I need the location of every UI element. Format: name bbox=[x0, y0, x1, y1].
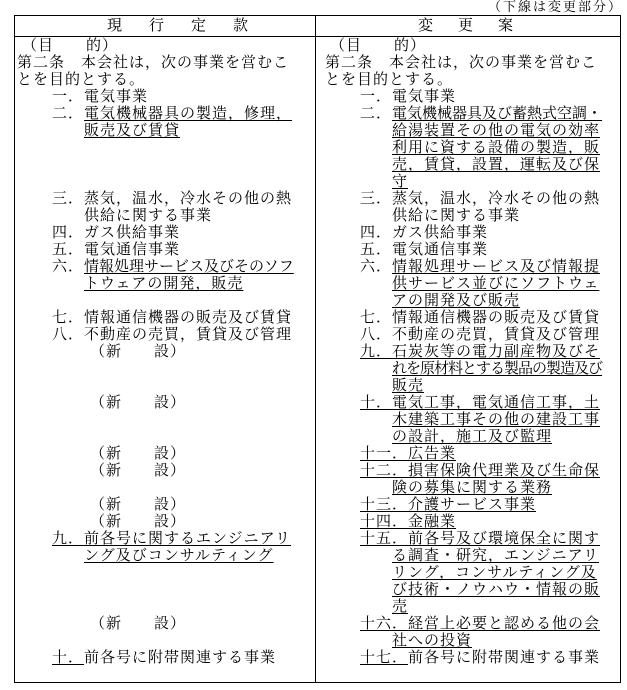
item-number: 十六． bbox=[360, 614, 409, 632]
item-number: 十． bbox=[52, 648, 85, 666]
article-heading: （目 的） bbox=[330, 36, 427, 54]
item-text: 売，賃貸，設置，運転及び保 bbox=[392, 155, 601, 173]
item-text-continued bbox=[392, 411, 600, 428]
item-text-continued bbox=[84, 275, 243, 292]
item-text: 金融業 bbox=[408, 512, 457, 530]
item-text: 守 bbox=[392, 172, 409, 190]
item-number: 八． bbox=[360, 325, 393, 343]
item-text: 電気事業 bbox=[392, 87, 457, 105]
item-text: ガス供給事業 bbox=[84, 223, 181, 241]
item-line bbox=[360, 530, 600, 547]
item-text: 情報処理サービス及び情報提 bbox=[392, 257, 601, 275]
item-text: 損害保険代理業及び生命保 bbox=[408, 461, 601, 479]
item-line bbox=[360, 190, 600, 207]
item-text-continued bbox=[392, 564, 597, 581]
item-text-continued bbox=[392, 122, 600, 139]
item-number: 十． bbox=[360, 393, 393, 411]
new-item-placeholder: （新 設） bbox=[90, 444, 187, 462]
item-text: 供サービス並びにソフトウェ bbox=[392, 274, 600, 292]
item-text: 電気事業 bbox=[84, 87, 149, 105]
item-number: 十五． bbox=[360, 529, 409, 547]
item-number: 九． bbox=[360, 342, 393, 360]
item-text: 情報通信機器の販売及び賃貸 bbox=[392, 308, 601, 326]
item-text: 情報通信機器の販売及び賃貸 bbox=[84, 308, 293, 326]
item-line bbox=[52, 530, 291, 547]
item-line bbox=[52, 105, 292, 122]
proposed-changes-column bbox=[325, 37, 615, 677]
item-line bbox=[360, 513, 456, 530]
article-text-line: 第二条 本会社は，次の事業を営むこ bbox=[17, 53, 290, 71]
item-text: 電気工事，電気通信工事，土 bbox=[392, 393, 601, 411]
item-text: 不動産の売買，賃貸及び管理 bbox=[392, 325, 601, 343]
item-line bbox=[360, 326, 600, 343]
item-line bbox=[360, 496, 536, 513]
item-line bbox=[360, 462, 600, 479]
item-number: 二． bbox=[52, 104, 85, 122]
item-text-continued bbox=[84, 547, 273, 564]
item-text: 広告業 bbox=[408, 444, 457, 462]
item-line bbox=[360, 394, 600, 411]
item-number: 六． bbox=[52, 257, 85, 275]
item-text: 不動産の売買，賃貸及び管理 bbox=[84, 325, 293, 343]
item-line bbox=[52, 258, 294, 275]
item-text: ガス供給事業 bbox=[392, 223, 489, 241]
item-number: 七． bbox=[360, 308, 393, 326]
item-text-continued bbox=[392, 598, 408, 615]
item-text: 電気通信事業 bbox=[84, 240, 181, 258]
item-line bbox=[360, 343, 600, 360]
article-text-line: とを目的とする。 bbox=[17, 70, 146, 88]
item-text: 電気機械器具及び蓄熱式空調・ bbox=[392, 104, 603, 122]
new-item-placeholder: （新 設） bbox=[90, 512, 187, 530]
new-item-placeholder: （新 設） bbox=[90, 495, 187, 513]
item-line bbox=[52, 241, 180, 258]
item-text-continued bbox=[392, 360, 602, 377]
item-line bbox=[360, 258, 600, 275]
item-text: 情報処理サービス及びそのソフ bbox=[84, 257, 294, 275]
item-number: 九． bbox=[52, 529, 85, 547]
item-text: 石炭灰等の電力副産物及びそ bbox=[392, 342, 601, 360]
article-text-line: とを目的とする。 bbox=[325, 70, 454, 88]
item-text-continued bbox=[392, 428, 552, 445]
item-number: 十七． bbox=[360, 648, 409, 666]
item-text-continued bbox=[392, 292, 520, 309]
item-number: 六． bbox=[360, 257, 393, 275]
item-number: 二． bbox=[360, 104, 393, 122]
item-text-continued: 供給に関する事業 bbox=[392, 206, 521, 224]
item-text-continued bbox=[392, 156, 600, 173]
item-text: トウェアの開発，販売 bbox=[84, 274, 244, 292]
header-proposed-changes: 変 更 案 bbox=[418, 16, 519, 34]
item-text: リング，コンサルティング及 bbox=[392, 563, 597, 581]
item-text: 社への投資 bbox=[392, 631, 473, 649]
item-text-continued bbox=[392, 139, 600, 156]
item-line bbox=[360, 309, 600, 326]
item-number: 五． bbox=[360, 240, 393, 258]
item-line bbox=[360, 105, 602, 122]
article-text-line: 第二条 本会社は，次の事業を営むこ bbox=[325, 53, 598, 71]
item-number: 一． bbox=[52, 87, 85, 105]
item-text-continued bbox=[392, 173, 408, 190]
item-text: 前各号に附帯関連する事業 bbox=[408, 648, 601, 666]
article-heading: （目 的） bbox=[22, 36, 119, 54]
item-number: 三． bbox=[52, 189, 85, 207]
item-text: 電気機械器具の製造，修理， bbox=[84, 104, 293, 122]
item-line bbox=[360, 445, 456, 462]
new-item-placeholder: （新 設） bbox=[90, 461, 187, 479]
item-number: 十一． bbox=[360, 444, 409, 462]
item-line bbox=[360, 224, 488, 241]
item-number: 十三． bbox=[360, 495, 409, 513]
item-line bbox=[360, 649, 600, 666]
item-text-continued bbox=[84, 122, 180, 139]
item-line bbox=[52, 649, 276, 666]
current-articles-column bbox=[17, 37, 307, 677]
item-text-continued bbox=[392, 275, 599, 292]
item-line bbox=[52, 224, 180, 241]
item-line bbox=[360, 241, 488, 258]
item-number: 十四． bbox=[360, 512, 409, 530]
item-text: ング及びコンサルティング bbox=[84, 546, 274, 564]
item-text: アの開発及び販売 bbox=[392, 291, 521, 309]
item-text-continued bbox=[392, 581, 600, 598]
item-text: 蒸気，温水，冷水その他の熱 bbox=[84, 189, 293, 207]
item-text: の設計，施工及び監理 bbox=[392, 427, 553, 445]
item-text: 利用に資する設備の製造，販 bbox=[392, 138, 601, 156]
item-text: 販売 bbox=[392, 376, 425, 394]
item-number: 一． bbox=[360, 87, 393, 105]
item-text: 売 bbox=[392, 597, 409, 615]
item-text: 前各号に附帯関連する事業 bbox=[84, 648, 277, 666]
item-text: 蒸気，温水，冷水その他の熱 bbox=[392, 189, 601, 207]
item-text-continued bbox=[392, 547, 599, 564]
item-line bbox=[52, 326, 292, 343]
new-item-placeholder: （新 設） bbox=[90, 614, 187, 632]
item-line bbox=[52, 309, 292, 326]
item-text: 前各号に関するエンジニアリ bbox=[84, 529, 292, 547]
item-line bbox=[360, 88, 456, 105]
item-number: 三． bbox=[360, 189, 393, 207]
item-number: 十二． bbox=[360, 461, 409, 479]
new-item-placeholder: （新 設） bbox=[90, 393, 187, 411]
item-text: 給湯装置その他の電気の効率 bbox=[392, 121, 601, 139]
item-text: る調査・研究，エンジニアリ bbox=[392, 546, 600, 564]
item-number: 四． bbox=[52, 223, 85, 241]
item-text: 前各号及び環境保全に関す bbox=[408, 529, 601, 547]
item-number: 五． bbox=[52, 240, 85, 258]
item-text: び技術・ノウハウ・情報の販 bbox=[392, 580, 601, 598]
item-text-continued bbox=[392, 479, 552, 496]
item-number: 四． bbox=[360, 223, 393, 241]
item-line bbox=[52, 88, 148, 105]
item-text: 販売及び賃貸 bbox=[84, 121, 181, 139]
item-line bbox=[52, 190, 292, 207]
item-text: れを原材料とする製品の製造及び bbox=[392, 359, 603, 377]
item-text: 木建築工事その他の建設工事 bbox=[392, 410, 601, 428]
item-text-continued bbox=[392, 632, 472, 649]
item-number: 八． bbox=[52, 325, 85, 343]
header-current-articles: 現 行 定 款 bbox=[107, 16, 255, 34]
item-text: 険の募集に関する業務 bbox=[392, 478, 553, 496]
underline-note: （下線は変更部分） bbox=[487, 0, 623, 15]
item-text: 介護サービス事業 bbox=[408, 495, 537, 513]
item-text-continued bbox=[392, 377, 424, 394]
item-number: 七． bbox=[52, 308, 85, 326]
new-item-placeholder: （新 設） bbox=[90, 342, 187, 360]
item-text: 電気通信事業 bbox=[392, 240, 489, 258]
item-text: 経営上必要と認める他の会 bbox=[408, 614, 601, 632]
item-line bbox=[360, 615, 600, 632]
item-text-continued: 供給に関する事業 bbox=[84, 206, 213, 224]
column-divider bbox=[315, 16, 316, 682]
